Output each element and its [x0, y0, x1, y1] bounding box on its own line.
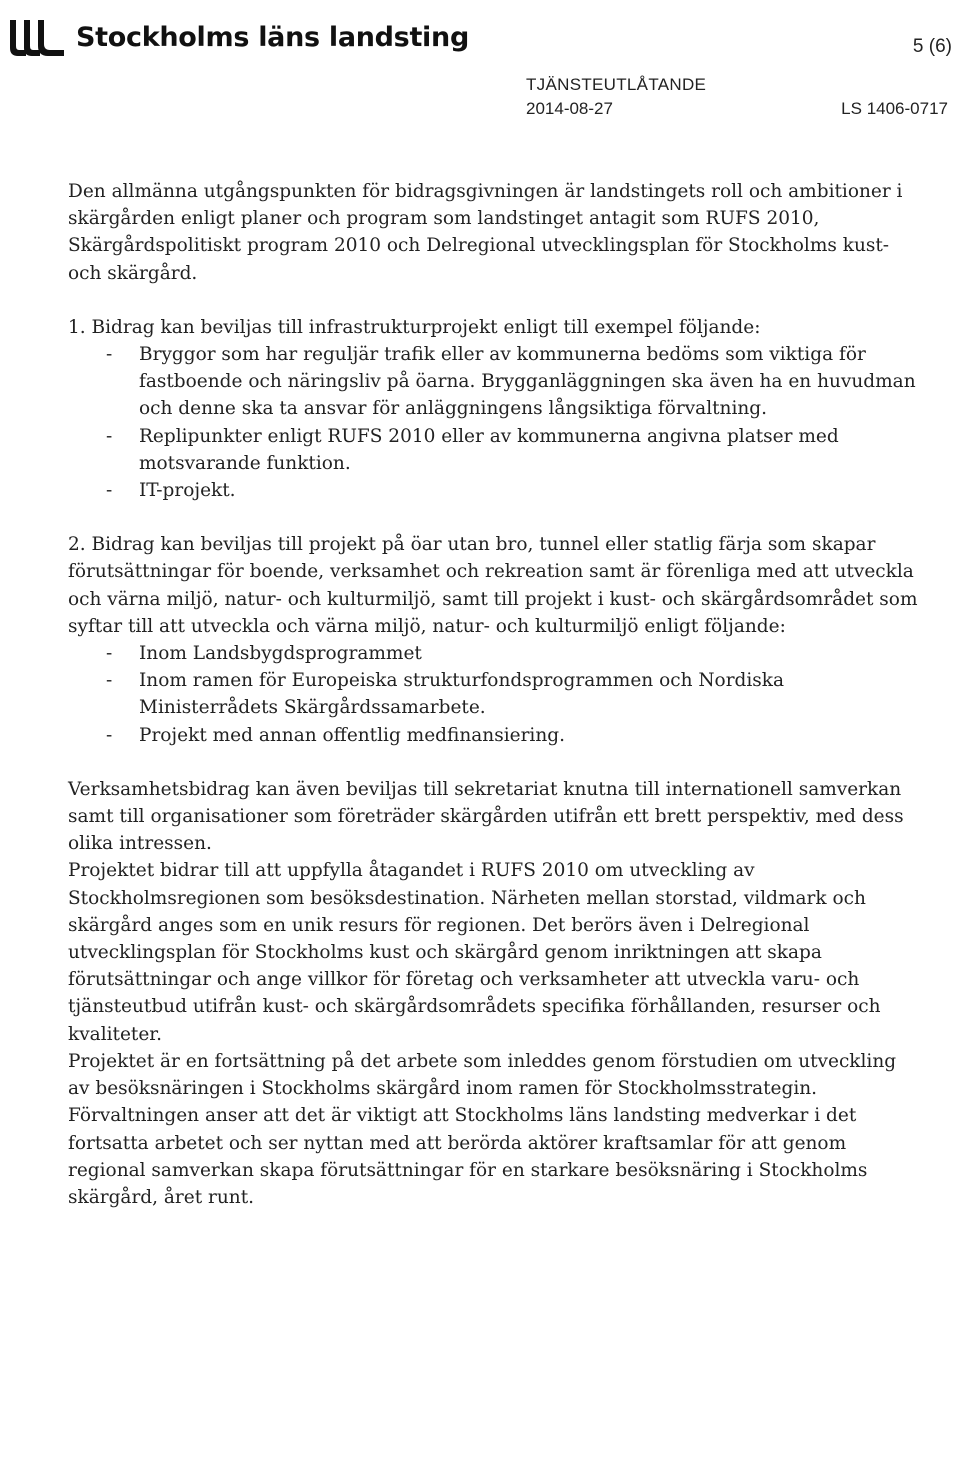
document-type: TJÄNSTEUTLÅTANDE	[526, 75, 707, 94]
list-item: - Replipunkter enligt RUFS 2010 eller av kommunerna angivna platser med motsvarande funktion.	[106, 423, 918, 477]
item-1-text: 1. Bidrag kan beviljas till infrastrukturprojekt enligt till exempel följande:	[68, 316, 761, 338]
list-item: - Inom Landsbygdsprogrammet	[106, 640, 918, 667]
document-body	[68, 178, 918, 1211]
operating-grant-paragraph: Verksamhetsbidrag kan även beviljas till sekretariat knutna till internationell samverkan samt till organisationer som företräder skärgården utifrån ett brett perspektiv, med dess olika intressen.	[68, 778, 904, 855]
item-1-list	[68, 341, 918, 504]
intro-paragraph: Den allmänna utgångspunkten för bidragsgivningen är landstingets roll och ambitioner i skärgården enligt planer och program som landstinget antagit som RUFS 2010, Skärgårdspolitiskt program 2010 och Delregional utvecklingsplan för Stockholms kust- och skärgård.	[68, 181, 903, 284]
rufs-paragraph: Projektet bidrar till att uppfylla åtagandet i RUFS 2010 om utveckling av Stockholmsregionen som besöksdestination. Närheten mellan storstad, vildmark och skärgård anges som en unik resurs för regionen. Det berörs även i Delregional utvecklingsplan för Stockholms kust och skärgård genom inriktningen att skapa förutsättningar och ange villkor för företag och verksamheter att utveckla varu- och tjänsteutbud utifrån kust- och skärgårdsområdets specifika förhållanden, resurser och kvaliteter.	[68, 860, 881, 1045]
document-date: 2014-08-27	[526, 99, 613, 118]
page-number: 5 (6)	[912, 36, 952, 57]
sll-logo-icon	[6, 18, 66, 58]
list-item: - Projekt med annan offentlig medfinansiering.	[106, 722, 918, 749]
list-item: - IT-projekt.	[106, 477, 918, 504]
document-reference: LS 1406-0717	[841, 99, 948, 118]
item-1-section	[68, 314, 918, 504]
list-item: - Bryggor som har reguljär trafik eller av kommunerna bedöms som viktiga för fastboende och näringsliv på öarna. Brygganläggningen ska även ha en huvudman och denne ska ta ansvar för anläggningens långsiktiga förvaltning.	[106, 341, 918, 423]
document-header	[0, 0, 960, 130]
item-2-section	[68, 531, 918, 749]
item-2-text: 2. Bidrag kan beviljas till projekt på öar utan bro, tunnel eller statlig färja som skapar förutsättningar för boende, verksamhet och rekreation samt är förenliga med att utveckla och värna miljö, natur- och kulturmiljö, samt till projekt i kust- och skärgårdsområdet som syftar till att utveckla och värna miljö, natur- och kulturmiljö enligt följande:	[68, 534, 918, 637]
continuation-paragraph: Projektet är en fortsättning på det arbete som inleddes genom förstudien om utveckling av besöksnäringen i Stockholms skärgård inom ramen för Stockholmsstrategin. Förvaltningen anser att det är viktigt att Stockholms läns landsting medverkar i det fortsatta arbetet och ser nyttan med att berörda aktörer kraftsamlar för att genom regional samverkan skapa förutsättningar för en starkare besöksnäring i Stockholms skärgård, året runt.	[68, 1050, 897, 1208]
list-item: - Inom ramen för Europeiska strukturfondsprogrammen och Nordiska Ministerrådets Skärgårdssamarbete.	[106, 667, 918, 721]
organization-name: Stockholms läns landsting	[76, 22, 469, 53]
item-2-list	[68, 640, 918, 749]
